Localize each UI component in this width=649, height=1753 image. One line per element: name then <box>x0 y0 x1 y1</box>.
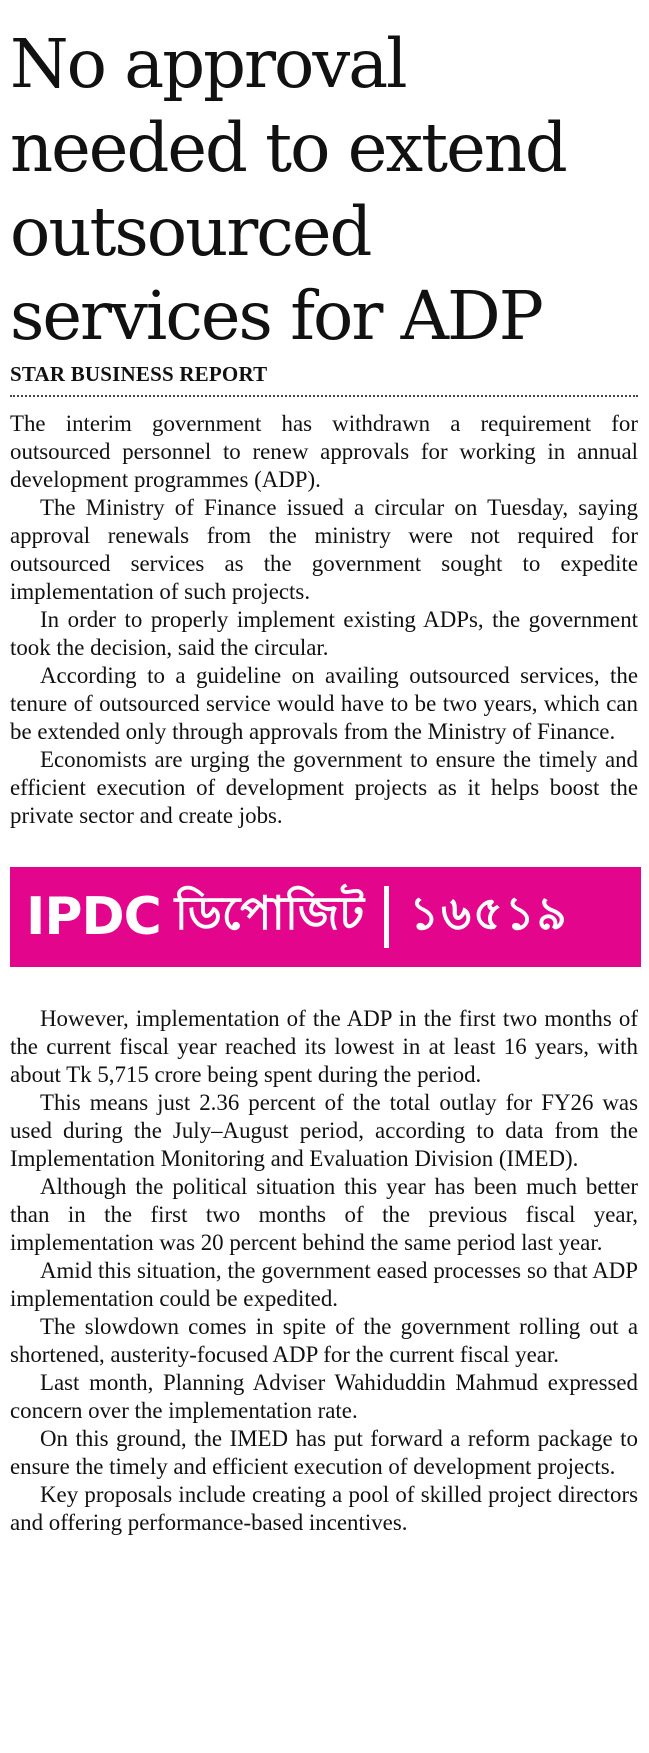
ad-hotline-number: ১৬৫১৯ <box>409 886 569 940</box>
paragraph: According to a guideline on availing outsourced services, the tenure of outsourced service would have to be two years, which can be extended only through approvals from the Ministry of Finance. <box>10 663 638 744</box>
paragraph: Although the political situation this year has been much better than in the first two months of the previous fiscal year, implementation was 20 percent behind the same period last year. <box>10 1174 638 1255</box>
headline-line: outsourced <box>10 193 371 271</box>
article-body-part-2 <box>10 1005 638 1537</box>
article-page <box>10 0 641 1537</box>
paragraph: The interim government has withdrawn a requirement for outsourced personnel to renew approvals for working in annual development programmes (ADP). <box>10 411 638 492</box>
ad-divider <box>384 886 389 948</box>
paragraph: The slowdown comes in spite of the government rolling out a shortened, austerity-focused ADP for the current fiscal year. <box>10 1314 638 1367</box>
paragraph: However, implementation of the ADP in the first two months of the current fiscal year reached its lowest in at least 16 years, with about Tk 5,715 crore being spent during the period. <box>10 1006 638 1087</box>
ad-brand-logo: IPDC <box>26 887 161 947</box>
paragraph: Amid this situation, the government eased processes so that ADP implementation could be expedited. <box>10 1258 638 1311</box>
paragraph: This means just 2.36 percent of the total outlay for FY26 was used during the July–August period, according to data from the Implementation Monitoring and Evaluation Division (IMED). <box>10 1090 638 1171</box>
paragraph: Economists are urging the government to ensure the timely and efficient execution of development projects as it helps boost the private sector and create jobs. <box>10 747 638 828</box>
paragraph: Key proposals include creating a pool of skilled project directors and offering performance-based incentives. <box>10 1482 638 1535</box>
article-body-part-1 <box>10 410 638 830</box>
headline-line: services for ADP <box>10 277 542 355</box>
byline: STAR BUSINESS REPORT <box>10 362 638 397</box>
paragraph: The Ministry of Finance issued a circular on Tuesday, saying approval renewals from the ministry were not required for outsourced services as the government sought to expedite implementation of such projects. <box>10 495 638 604</box>
headline <box>10 0 641 358</box>
paragraph: On this ground, the IMED has put forward a reform package to ensure the timely and efficient execution of development projects. <box>10 1426 638 1479</box>
paragraph: Last month, Planning Adviser Wahiduddin Mahmud expressed concern over the implementation rate. <box>10 1370 638 1423</box>
ad-deposit-word: ডিপোজিট <box>174 886 365 940</box>
paragraph: In order to properly implement existing ADPs, the government took the decision, said the circular. <box>10 607 638 660</box>
headline-line: No approval <box>10 25 406 103</box>
ipdc-deposit-ad-banner[interactable] <box>10 867 641 967</box>
headline-line: needed to extend <box>10 109 566 187</box>
